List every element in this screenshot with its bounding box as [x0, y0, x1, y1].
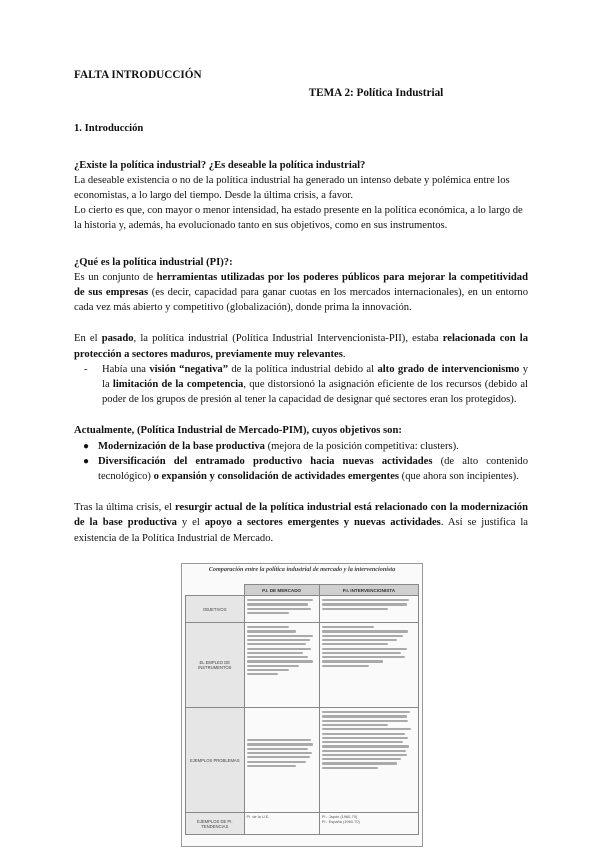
paragraph-definition: Es un conjunto de herramientas utilizadas por los poderes públicos para mejorar la competitividad de sus empresas (es decir, capacidad para ganar cuotas en los mercados internacionales), en un entorno cada vez más abierto y competitivo (globalización), donde prima la innovación.	[74, 271, 529, 314]
table-cell	[244, 596, 319, 623]
paragraph-history: Lo cierto es que, con mayor o menor intensidad, ha estado presente en la política económica, a lo largo de la historia y, además, ha evolucionado tanto en sus objetivos, como en sus instrumentos.	[74, 205, 523, 232]
question-heading-2: ¿Qué es la política industrial (PI)?:	[74, 256, 233, 268]
row-label: OBJETIVOS	[186, 596, 245, 623]
row-label: EL EMPLEO DE INSTRUMENTOS	[186, 623, 245, 708]
table-row	[186, 813, 419, 835]
table-corner	[186, 585, 245, 596]
document-page	[74, 68, 528, 546]
paragraph-past: En el pasado, la política industrial (Política Industrial Intervencionista-PII), estaba relacionada con la protección a sectores maduros, previamente muy relevantes.	[74, 333, 528, 360]
table-cell: PI.: Japón (1960-70) PI.: España (1960-70)	[319, 813, 418, 835]
objectives-list	[74, 439, 528, 485]
current-heading: Actualmente, (Política Industrial de Mercado-PIM), cuyos objetivos son:	[74, 425, 402, 437]
past-list	[74, 362, 528, 408]
table-row	[186, 596, 419, 623]
table-cell	[244, 708, 319, 813]
list-item: ● Modernización de la base productiva (mejora de la posición competitiva: clusters).	[83, 440, 459, 452]
paragraph-debate: La deseable existencia o no de la política industrial ha generado un intenso debate y polémica entre los economistas, a lo largo del tiempo. Desde la última crisis, a favor.	[74, 174, 510, 202]
comparison-table-image	[181, 563, 423, 847]
row-label: EJEMPLOS DE PI. TENDENCIAS	[186, 813, 245, 835]
table-cell	[319, 596, 418, 623]
table-cell	[319, 708, 418, 813]
comparison-table	[185, 584, 419, 835]
column-header-interventionist: P.I. INTERVENCIONISTA	[319, 585, 418, 596]
list-item: ● Diversificación del entramado productivo hacia nuevas actividades (de alto contenido tecnológico) o expansión y consolidación de actividades emergentes (que ahora son incipientes).	[83, 455, 528, 483]
row-label: EJEMPLOS PROBLEMAS	[186, 708, 245, 813]
column-header-market: P.I. DE MERCADO	[244, 585, 319, 596]
page-title: TEMA 2: Política Industrial	[308, 87, 444, 100]
table-row	[186, 623, 419, 708]
missing-intro-note: FALTA INTRODUCCIÓN	[74, 69, 202, 81]
section-heading: 1. Introducción	[74, 123, 144, 135]
question-heading-1: ¿Existe la política industrial? ¿Es deseable la política industrial?	[74, 159, 366, 171]
table-row	[186, 708, 419, 813]
table-cell: PI. de la U.E.	[244, 813, 319, 835]
table-cell	[244, 623, 319, 708]
figure-title: Comparación entre la política industrial de mercado y la intervencionista	[208, 566, 396, 573]
paragraph-after-crisis: Tras la última crisis, el resurgir actual de la política industrial está relacionado con la modernización de la base productiva y el apoyo a sectores emergentes y nuevas actividades. Así se justifica la existencia de la Política Industrial de Mercado.	[74, 502, 528, 544]
table-cell	[319, 623, 418, 708]
list-item: - Había una visión “negativa” de la política industrial debido al alto grado de intervencionismo y la limitación de la competencia, que distorsionó la asignación eficiente de los recursos (debido al poder de los grupos de presión al tener la capacidad de designar qué sectores eran los protegidos).	[84, 363, 528, 406]
table-header-row	[186, 585, 419, 596]
